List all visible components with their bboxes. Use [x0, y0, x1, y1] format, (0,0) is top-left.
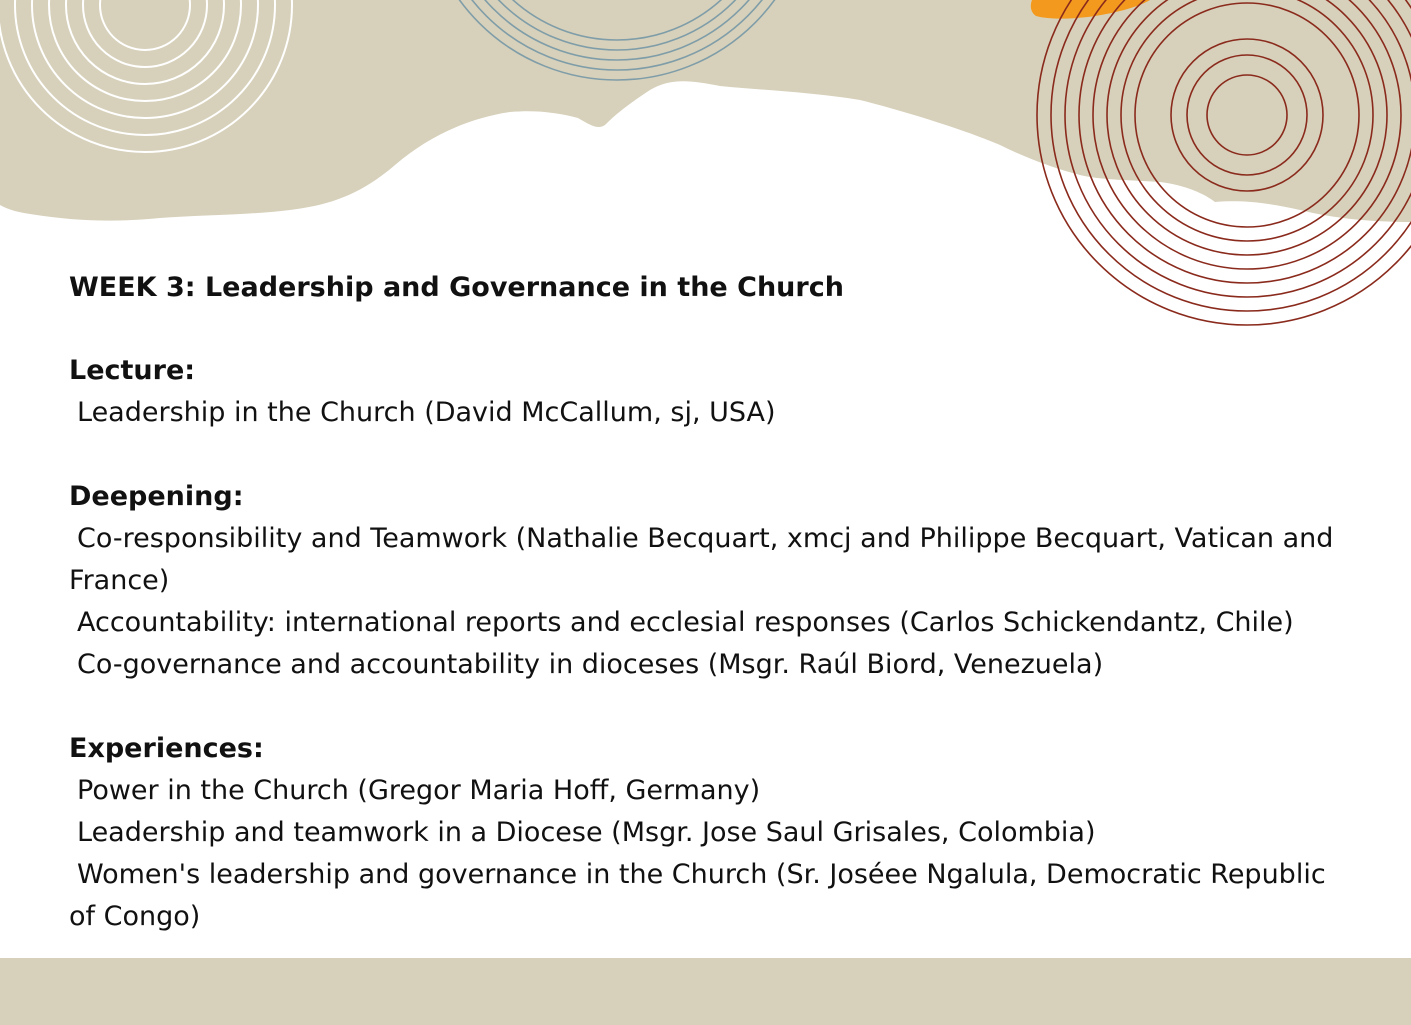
document-body	[69, 268, 1389, 938]
deepening-item: Co-governance and accountability in dioceses (Msgr. Raúl Biord, Venezuela)	[77, 649, 1104, 680]
experiences-item: Power in the Church (Gregor Maria Hoff, Germany)	[77, 775, 761, 806]
section-heading-deepening: Deepening:	[69, 481, 244, 512]
section-heading-experiences: Experiences:	[69, 733, 264, 764]
spacer	[69, 686, 1389, 728]
deepening-item: Accountability: international reports and ecclesial responses (Carlos Schickendantz, Chile)	[77, 607, 1294, 638]
experiences-item: Leadership and teamwork in a Diocese (Msgr. Jose Saul Grisales, Colombia)	[77, 817, 1096, 848]
experiences-item-continued: of Congo)	[69, 901, 201, 932]
page-title: WEEK 3: Leadership and Governance in the Church	[69, 272, 844, 303]
beige-mountain-shape	[0, 0, 1411, 222]
spacer	[69, 434, 1389, 476]
section-heading-lecture: Lecture:	[69, 355, 196, 386]
bottom-beige-band	[0, 958, 1411, 1025]
deepening-item-continued: France)	[69, 565, 170, 596]
deepening-item: Co-responsibility and Teamwork (Nathalie Becquart, xmcj and Philippe Becquart, Vatican and	[77, 523, 1334, 554]
spacer	[69, 308, 1389, 350]
lecture-item: Leadership in the Church (David McCallum, sj, USA)	[77, 397, 776, 428]
experiences-item: Women's leadership and governance in the Church (Sr. Joséee Ngalula, Democratic Republic	[77, 859, 1326, 890]
